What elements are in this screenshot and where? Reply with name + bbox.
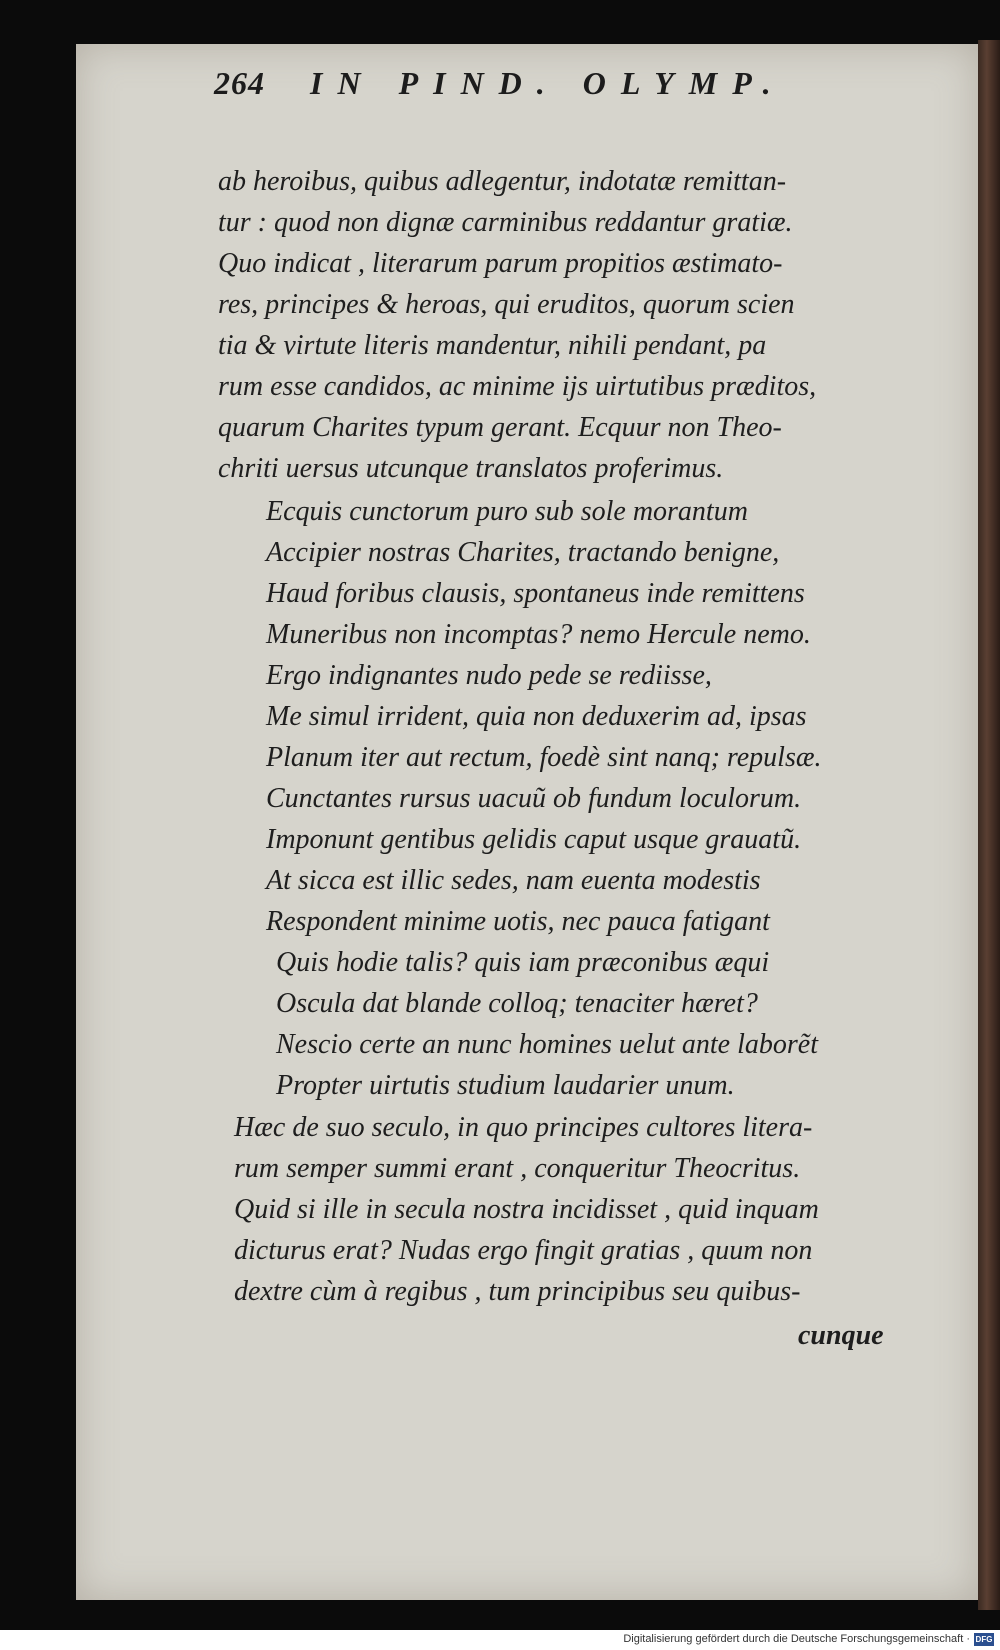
dfg-logo-icon[interactable]: DFG bbox=[975, 1635, 993, 1644]
verse-line: Ergo indignantes nudo pede se rediisse, bbox=[266, 660, 712, 691]
footer-credit: Digitalisierung gefördert durch die Deutsche Forschungsgemeinschaft · bbox=[623, 1633, 970, 1645]
prose-line: Hæc de suo seculo, in quo principes cultores litera- bbox=[234, 1112, 813, 1143]
verse-line: Planum iter aut rectum, foedè sint nanq; repulsæ. bbox=[266, 742, 822, 773]
page-number: 264 bbox=[214, 65, 265, 101]
verse-line: Muneribus non incomptas? nemo Hercule nemo. bbox=[266, 619, 811, 650]
verse-line: Respondent minime uotis, nec pauca fatigant bbox=[266, 906, 770, 937]
verse-line: At sicca est illic sedes, nam euenta modestis bbox=[266, 865, 761, 896]
prose-line: dextre cùm à regibus , tum principibus seu quibus- bbox=[234, 1276, 801, 1307]
running-title: IN PIND. OLYMP. bbox=[310, 65, 786, 101]
prose-line: rum esse candidos, ac minime ijs uirtutibus præditos, bbox=[218, 371, 817, 402]
prose-line: rum semper summi erant , conqueritur Theocritus. bbox=[234, 1153, 801, 1184]
verse-line: Oscula dat blande colloq; tenaciter hæret? bbox=[276, 988, 758, 1019]
prose-line: tur : quod non dignæ carminibus reddantur gratiæ. bbox=[218, 207, 793, 238]
verse-line: Imponunt gentibus gelidis caput usque grauatũ. bbox=[266, 824, 802, 855]
verse-line: Accipier nostras Charites, tractando benigne, bbox=[266, 537, 780, 568]
prose-line: res, principes & heroas, qui eruditos, quorum scien bbox=[218, 289, 795, 320]
verse-line: Quis hodie talis? quis iam præconibus æqui bbox=[276, 947, 770, 978]
prose-line: Quid si ille in secula nostra incidisset , quid inquam bbox=[234, 1194, 819, 1225]
verse-line: Haud foribus clausis, spontaneus inde remittens bbox=[266, 578, 805, 609]
prose-line: quarum Charites typum gerant. Ecquur non Theo- bbox=[218, 412, 782, 443]
verse-line: Propter uirtutis studium laudarier unum. bbox=[276, 1070, 735, 1101]
prose-line: Quo indicat , literarum parum propitios æstimato- bbox=[218, 248, 783, 279]
prose-line: dicturus erat? Nudas ergo fingit gratias , quum non bbox=[234, 1235, 813, 1266]
prose-line: chriti uersus utcunque translatos proferimus. bbox=[218, 453, 724, 484]
verse-line: Ecquis cunctorum puro sub sole morantum bbox=[266, 496, 748, 527]
book-spine-edge bbox=[978, 40, 1000, 1610]
verse-line: Cunctantes rursus uacuũ ob fundum loculorum. bbox=[266, 783, 802, 814]
prose-line: ab heroibus, quibus adlegentur, indotatæ remittan- bbox=[218, 166, 787, 197]
verse-line: Me simul irrident, quia non deduxerim ad, ipsas bbox=[266, 701, 807, 732]
verse-line: Nescio certe an nunc homines uelut ante laborẽt bbox=[276, 1029, 818, 1060]
catchword: cunque bbox=[798, 1320, 884, 1351]
prose-line: tia & virtute literis mandentur, nihili pendant, pa bbox=[218, 330, 767, 361]
